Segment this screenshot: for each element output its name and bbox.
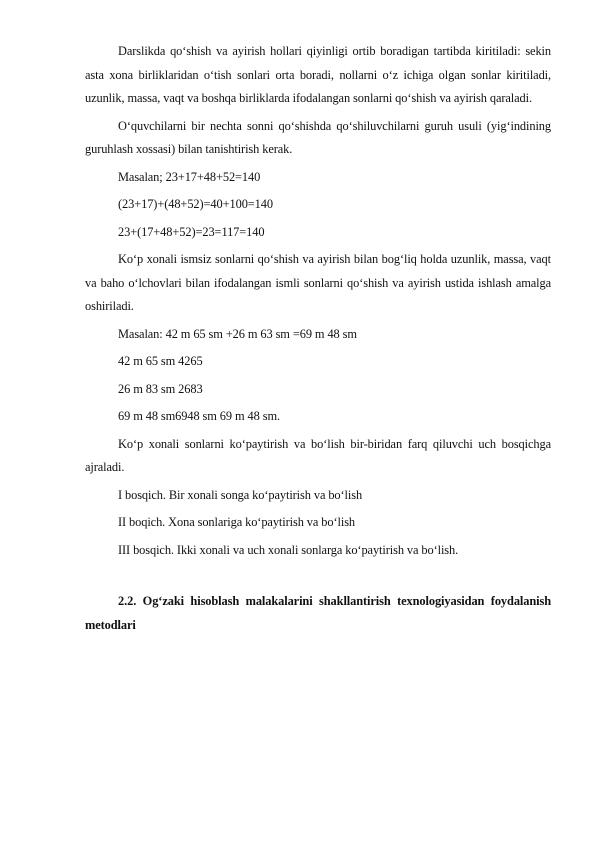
example-measure-line-3: 26 m 83 sm 2683 (118, 381, 203, 396)
example-measure-line-4: 69 m 48 sm6948 sm 69 m 48 sm. (118, 409, 280, 423)
section-spacer (85, 566, 551, 590)
section-heading: 2.2. Og‘zaki hisoblash malakalarini shakllantirish texnologiyasidan foydalanish metodlari (85, 594, 551, 632)
paragraph-intro: Darslikda qo‘shish va ayirish hollari qiyinligi ortib boradigan tartibda kiritiladi: sekin asta xona birliklaridan o‘tish sonlari orta boradi, nollarni o‘z ichiga olgan sonlar kiritiladi, uzunlik, massa, vaqt va boshqa birliklarda ifodalangan sonlarni qo‘shish va ayirish qaraladi. (85, 44, 551, 105)
paragraph-named-numbers: Ko‘p xonali ismsiz sonlarni qo‘shish va ayirish bilan bog‘liq holda uzunlik, massa, vaqt va baho o‘lchovlari bilan ifodalangan ismli sonlarni qo‘shish va ayirish ustida ishlash amalga oshiriladi. (85, 252, 551, 313)
stage-3: III bosqich. Ikki xonali va uch xonali sonlarga ko‘paytirish va bo‘lish. (118, 542, 459, 557)
document-page (85, 40, 551, 637)
stage-1: I bosqich. Bir xonali songa ko‘paytirish va bo‘lish (118, 487, 363, 502)
example-measure-line-2: 42 m 65 sm 4265 (118, 354, 203, 368)
example-line-3: 23+(17+48+52)=23=117=140 (118, 224, 265, 239)
example-line-1: Masalan; 23+17+48+52=140 (118, 169, 261, 184)
example-line-2: (23+17)+(48+52)=40+100=140 (118, 197, 273, 211)
paragraph-grouping: O‘quvchilarni bir nechta sonni qo‘shishda qo‘shiluvchilarni guruh usuli (yig‘indining guruhlash xossasi) bilan tanishtirish kerak. (85, 118, 551, 156)
stage-2: II boqich. Xona sonlariga ko‘paytirish va bo‘lish (118, 515, 356, 529)
example-measure-line-1: Masalan: 42 m 65 sm +26 m 63 sm =69 m 48 sm (118, 326, 357, 341)
paragraph-stages: Ko‘p xonali sonlarni ko‘paytirish va bo‘lish bir-biridan farq qiluvchi uch bosqichga ajraladi. (85, 436, 551, 474)
